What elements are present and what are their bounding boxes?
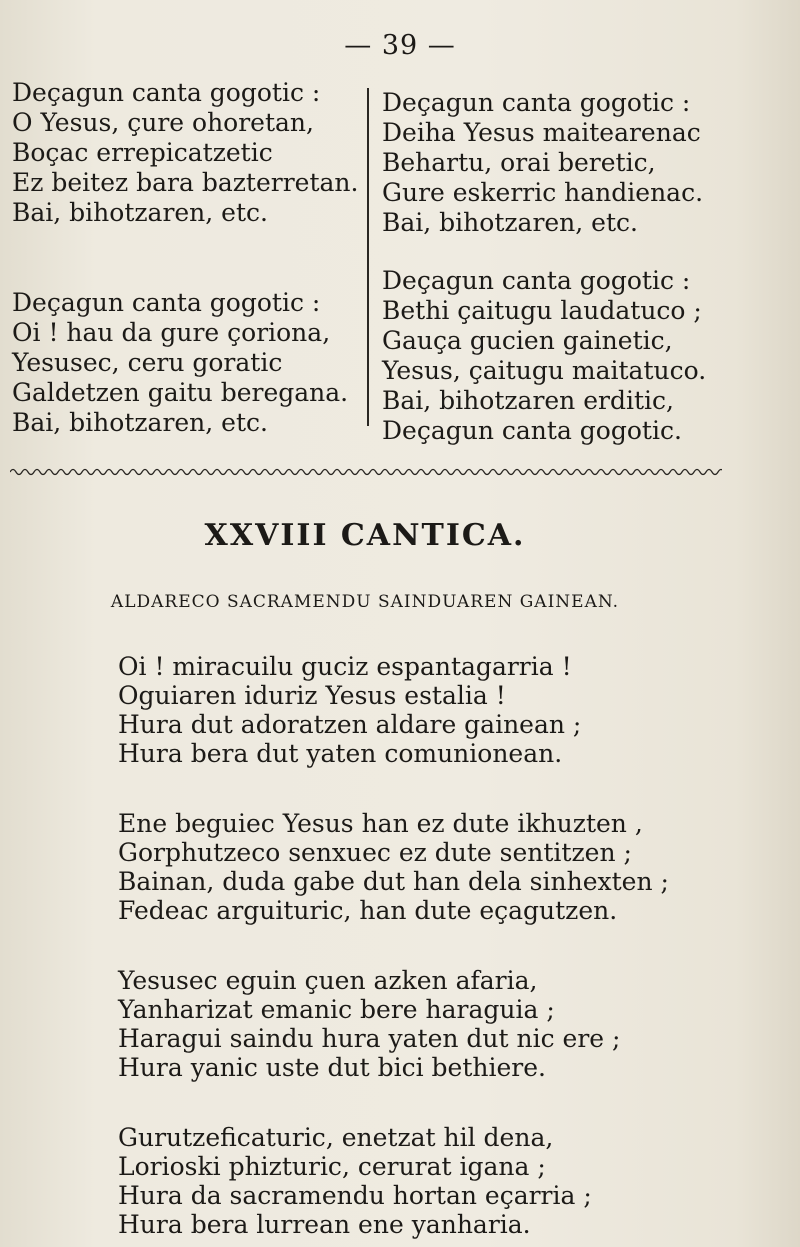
verse-line: Hura da sacramendu hortan eçarria ;: [118, 1181, 592, 1210]
verse-line: Hura dut adoratzen aldare gainean ;: [118, 710, 582, 739]
verse-line: Bai, bihotzaren, etc.: [12, 408, 268, 437]
left-column: [12, 78, 357, 438]
verse-line: Ez beitez bara bazterretan.: [12, 168, 359, 197]
page-number: — 39 —: [344, 30, 456, 61]
verse-line: Hura yanic uste dut bici bethiere.: [118, 1053, 546, 1082]
chapter-heading: XXVIII CANTICA.: [204, 518, 526, 553]
verse-line: Bai, bihotzaren, etc.: [12, 198, 268, 227]
verse-line: Bethi çaitugu laudatuco ;: [382, 296, 702, 325]
verse-line: Yesusec, ceru goratic: [12, 348, 283, 377]
stanza: [12, 288, 357, 438]
verse-line: Deçagun canta gogotic.: [382, 416, 682, 445]
column-divider: [367, 88, 369, 426]
verse-line: Yesusec eguin çuen azken afaria,: [118, 966, 538, 995]
verse-line: Boçac errepicatzetic: [12, 138, 273, 167]
verse-line: Oi ! hau da gure çoriona,: [12, 318, 331, 347]
stanza: [118, 652, 718, 768]
verse-line: O Yesus, çure ohoretan,: [12, 108, 314, 137]
verse-line: Deçagun canta gogotic :: [382, 266, 691, 295]
stanza: [12, 78, 357, 228]
verse-line: Deiha Yesus maitearenac: [382, 118, 701, 147]
right-column: [382, 88, 792, 446]
chapter-subheading: ALDARECO SACRAMENDU SAINDUAREN GAINEAN.: [110, 592, 620, 612]
verse-line: Bai, bihotzaren, etc.: [382, 208, 638, 237]
stanza: [118, 966, 718, 1082]
verse-line: Yesus, çaitugu maitatuco.: [382, 356, 707, 385]
verse-line: Yanharizat emanic bere haraguia ;: [118, 995, 555, 1024]
poem-body: [118, 652, 718, 1239]
verse-line: Behartu, orai beretic,: [382, 148, 656, 177]
verse-line: Deçagun canta gogotic :: [382, 88, 691, 117]
verse-line: Haragui saindu hura yaten dut nic ere ;: [118, 1024, 621, 1053]
verse-line: Gure eskerric handienac.: [382, 178, 704, 207]
verse-line: Gorphutzeco senxuec ez dute sentitzen ;: [118, 838, 632, 867]
verse-line: Galdetzen gaitu beregana.: [12, 378, 349, 407]
stanza: [118, 809, 718, 925]
verse-line: Hura bera lurrean ene yanharia.: [118, 1210, 531, 1239]
verse-line: Bainan, duda gabe dut han dela sinhexten ;: [118, 867, 669, 896]
wavy-rule-ornament: [10, 465, 722, 479]
verse-line: Oi ! miracuilu guciz espantagarria !: [118, 652, 572, 681]
verse-line: Deçagun canta gogotic :: [12, 288, 321, 317]
verse-line: Oguiaren iduriz Yesus estalia !: [118, 681, 506, 710]
verse-line: Fedeac arguituric, han dute eçagutzen.: [118, 896, 618, 925]
stanza: [382, 88, 792, 238]
verse-line: Gurutzeficaturic, enetzat hil dena,: [118, 1123, 554, 1152]
verse-line: Hura bera dut yaten comunionean.: [118, 739, 563, 768]
verse-line: Gauça gucien gainetic,: [382, 326, 673, 355]
stanza: [382, 266, 792, 446]
verse-line: Ene beguiec Yesus han ez dute ikhuzten ,: [118, 809, 643, 838]
stanza: [118, 1123, 718, 1239]
verse-line: Lorioski phizturic, cerurat igana ;: [118, 1152, 546, 1181]
verse-line: Bai, bihotzaren erditic,: [382, 386, 674, 415]
verse-line: Deçagun canta gogotic :: [12, 78, 321, 107]
